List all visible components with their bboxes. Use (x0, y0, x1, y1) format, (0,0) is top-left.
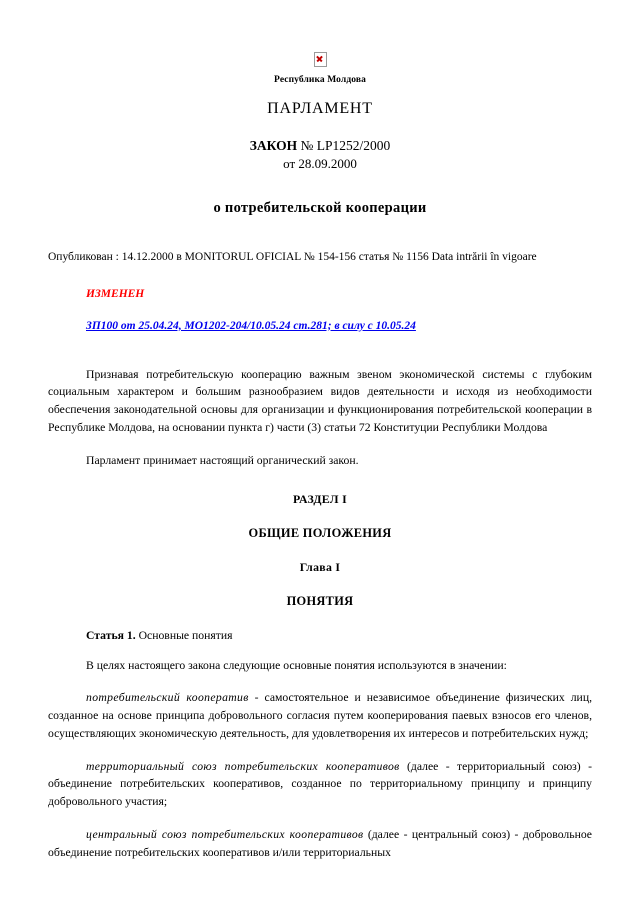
page-title: о потребительской кооперации (213, 200, 427, 216)
article-number: Статья 1. (86, 628, 136, 642)
definition-body: (далее - территориальный союз) - объединение потребительских кооперативов, созданное по территориальному принципу и принципу добровольного участия; (48, 759, 592, 809)
law-number: № LP1252/2000 (300, 138, 391, 153)
authority-heading: ПАРЛАМЕНТ (267, 100, 373, 117)
article-heading (48, 629, 592, 642)
article-lead-in: В целях настоящего закона следующие основные понятия используются в значении: (86, 658, 507, 672)
definition-item (48, 689, 592, 742)
emblem-container (48, 50, 592, 68)
republic-line: Республика Молдова (274, 75, 366, 85)
amendment-link[interactable]: ЗП100 от 25.04.24, МО1202-204/10.05.24 ст.281; в силу с 10.05.24 (86, 319, 416, 332)
definition-item (48, 758, 592, 811)
broken-image-icon (314, 52, 327, 67)
definition-term: потребительский кооператив (86, 691, 249, 705)
law-date: от 28.09.2000 (283, 156, 357, 171)
enacting-clause: Парламент принимает настоящий органический закон. (86, 453, 359, 467)
chapter-title: ПОНЯТИЯ (286, 593, 354, 608)
definition-body: - самостоятельное и независимое объединение физических лиц, созданное на основе принципа добровольного согласия путем кооперирования паевых взносов его членов, осуществляющих экономическую деятельность, для удовлетворения их интересов и потребительских нужд; (48, 691, 592, 740)
section-title: ОБЩИЕ ПОЛОЖЕНИЯ (248, 525, 392, 540)
article-name: Основные понятия (138, 628, 233, 642)
law-label: ЗАКОН (249, 138, 298, 153)
definition-item (48, 826, 592, 862)
section-heading: РАЗДЕЛ I (293, 491, 347, 506)
preamble-paragraph: Признавая потребительскую кооперацию важным звеном экономической системы с глубоким социальным характером и большим разнообразием видов деятельности и исходя из необходимости обеспечения законодательной основы для организации и функционирования потребительской кооперации в Республике Молдова, на основании пункта г) части (3) статьи 72 Конституции Республики Молдова (48, 367, 592, 435)
chapter-heading: Глава I (299, 559, 341, 574)
amendment-status-badge: ИЗМЕНЕН (86, 287, 145, 300)
law-number-line (48, 138, 592, 154)
definition-body: (далее - центральный союз) - добровольное объединение потребительских кооперативов и/или территориальных (48, 828, 592, 859)
definition-term: центральный союз потребительских кооперативов (86, 828, 364, 842)
definition-term: территориальный союз потребительских кооперативов (86, 759, 400, 773)
published-info: Опубликован : 14.12.2000 в MONITORUL OFICIAL № 154-156 статья № 1156 Data intrării în vigoare (48, 251, 537, 263)
